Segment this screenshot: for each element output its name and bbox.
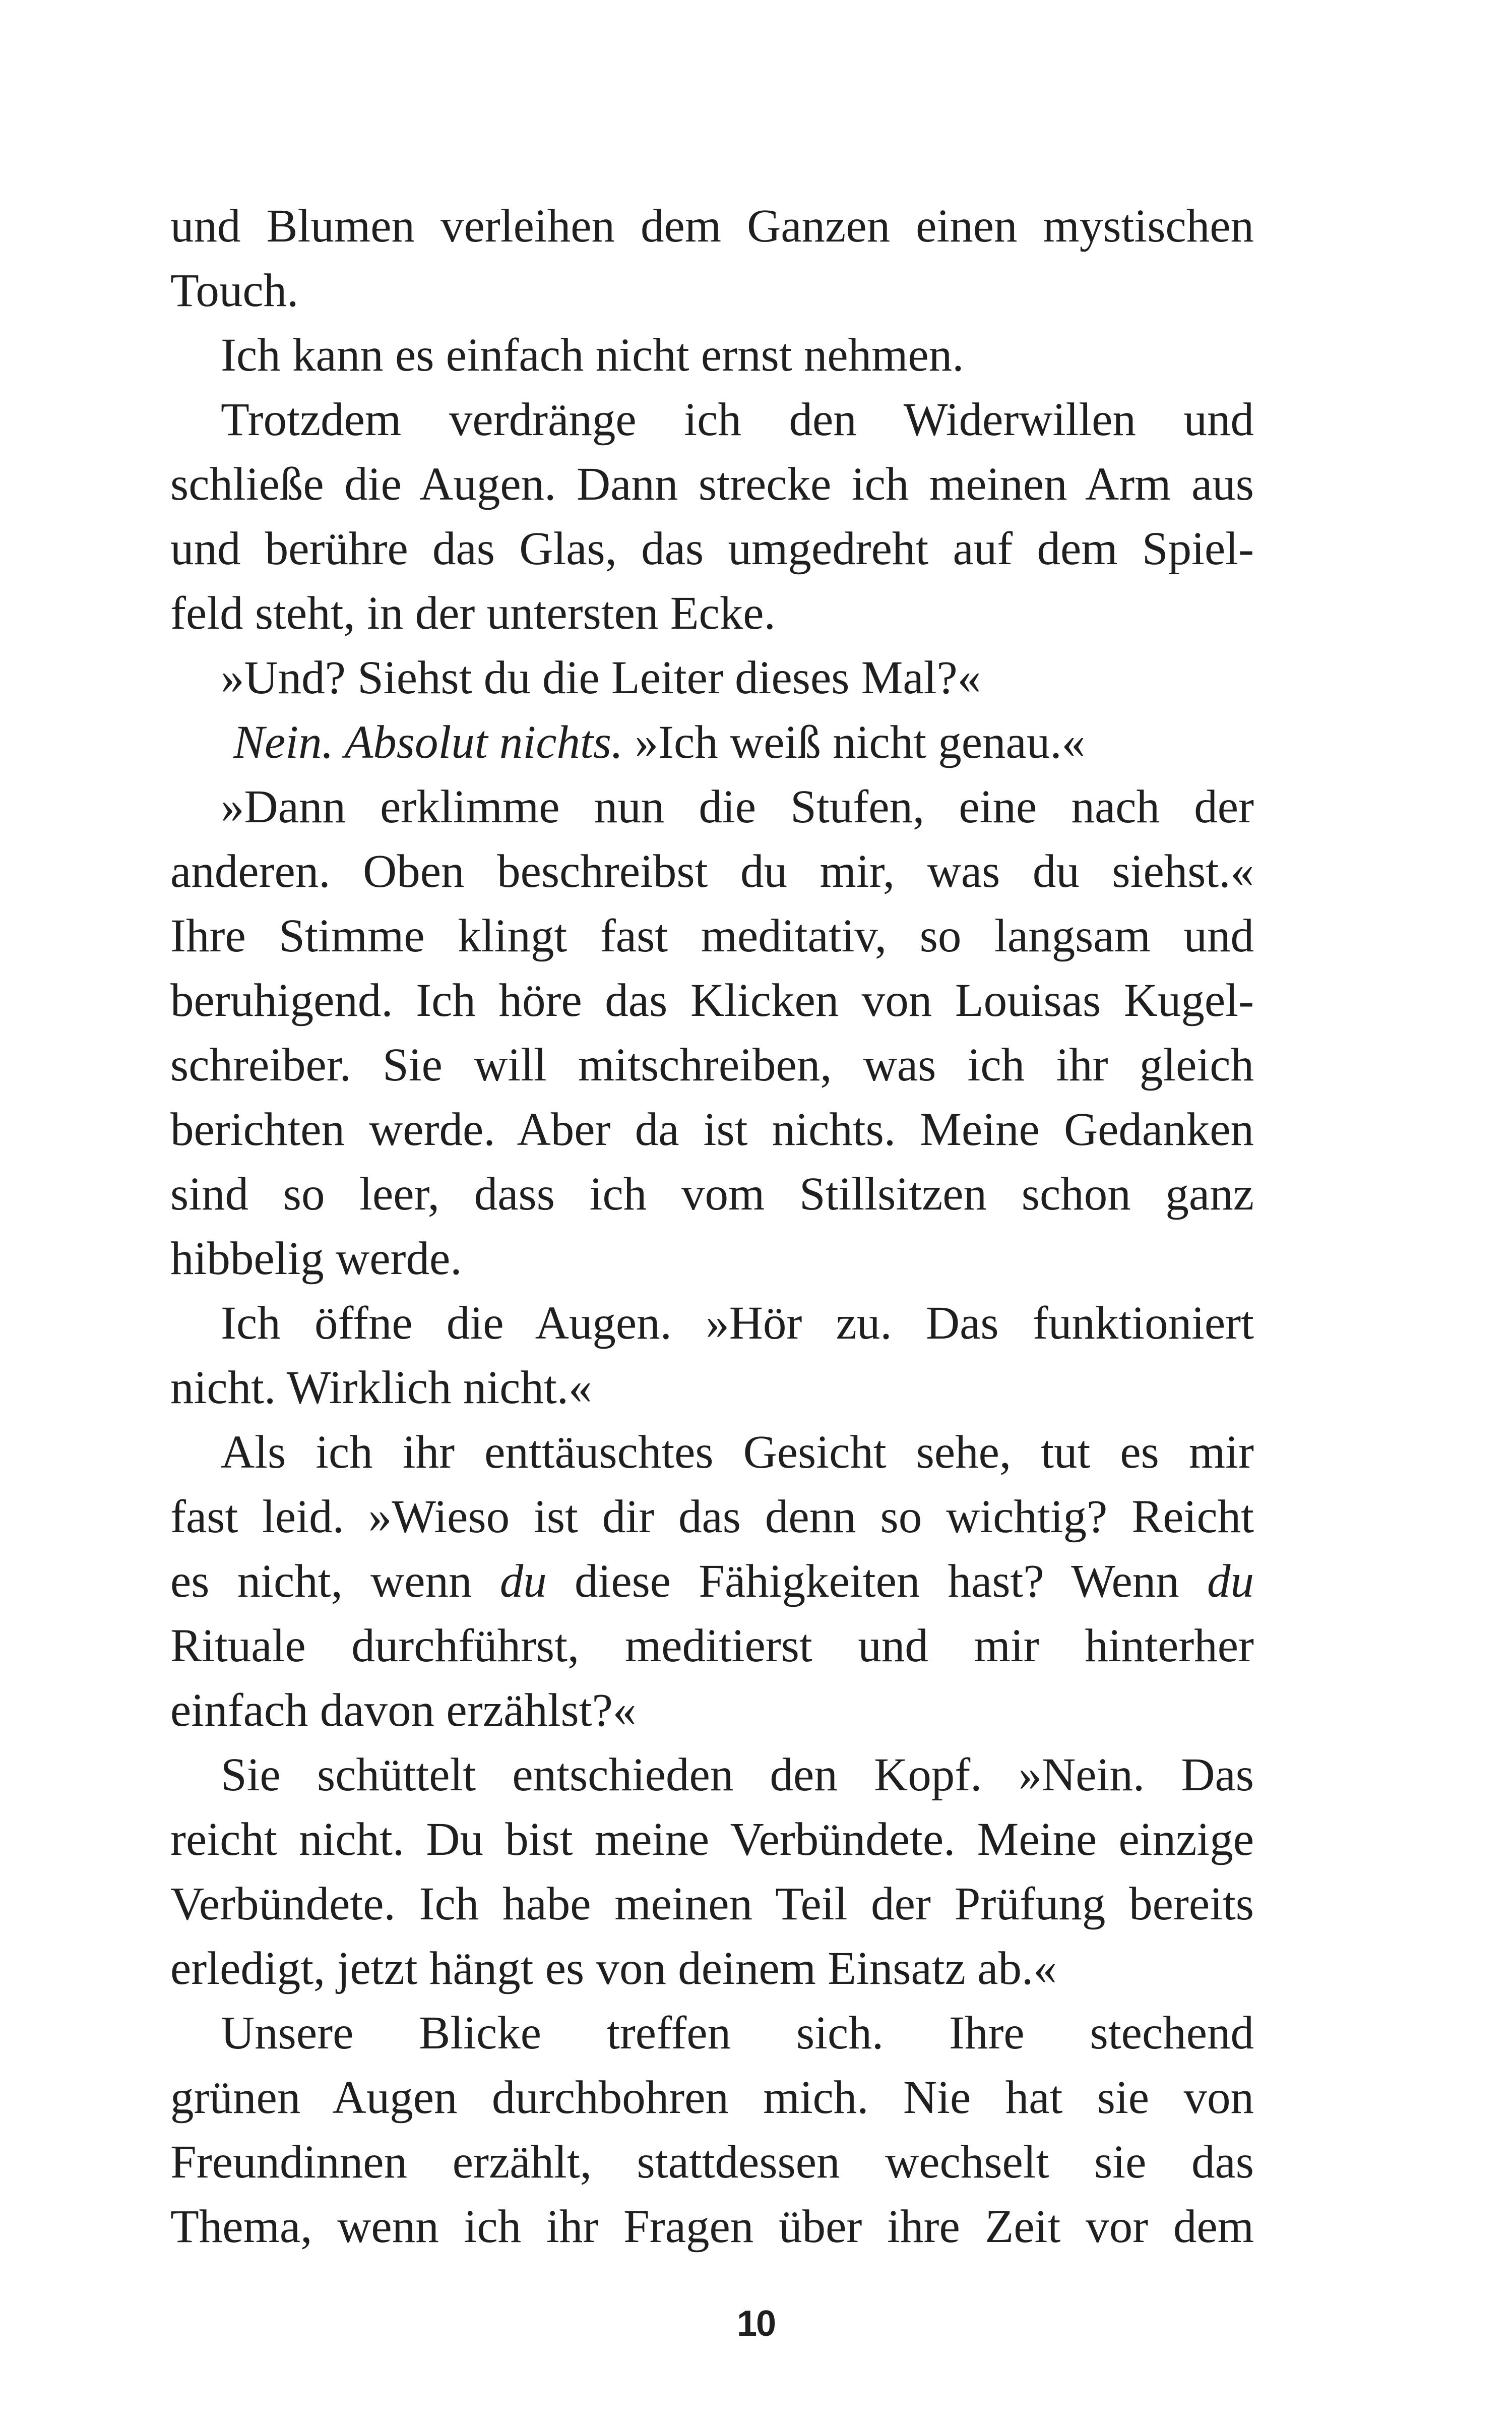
text-line: nicht. Wirklich nicht.« [170, 1362, 592, 1414]
text-line: feld steht, in der untersten Ecke. [170, 587, 776, 639]
text-line: Als ich ihr enttäuschtes Gesicht sehe, tut es mir [221, 1426, 1254, 1478]
text-line: Unsere Blicke treffen sich. Ihre stechend [221, 2007, 1254, 2059]
text-line: beruhigend. Ich höre das Klicken von Louisas Kugel- [170, 975, 1254, 1026]
text-line: schreiber. Sie will mitschreiben, was ich ihr gleich [170, 1039, 1254, 1091]
text-line: »Und? Siehst du die Leiter dieses Mal?« [221, 652, 981, 704]
text-line: es nicht, wenn du diese Fähigkeiten hast? Wenn du [170, 1555, 1254, 1607]
body-text [170, 194, 1254, 2259]
line-text: »Ich weiß nicht genau.« [623, 716, 1086, 768]
page-number: 10 [736, 2304, 776, 2344]
text-line: Verbündete. Ich habe meinen Teil der Prüfung bereits [170, 1878, 1254, 1930]
text-line: Touch. [170, 265, 299, 317]
text-line [170, 710, 1254, 775]
text-line: erledigt, jetzt hängt es von deinem Einsatz ab.« [170, 1943, 1057, 1994]
text-line: schließe die Augen. Dann strecke ich meinen Arm aus [170, 458, 1254, 510]
text-line: Ich öffne die Augen. »Hör zu. Das funktioniert [221, 1297, 1254, 1349]
text-line: einfach davon erzählst?« [170, 1684, 637, 1736]
text-line: anderen. Oben beschreibst du mir, was du siehst.« [170, 845, 1254, 897]
text-line: Sie schüttelt entschieden den Kopf. »Nein. Das [221, 1749, 1254, 1801]
text-line: Rituale durchführst, meditierst und mir hinterher [170, 1620, 1254, 1672]
text-line: berichten werde. Aber da ist nichts. Meine Gedanken [170, 1104, 1254, 1156]
text-line: reicht nicht. Du bist meine Verbündete. Meine einzige [170, 1813, 1254, 1865]
text-line: und Blumen verleihen dem Ganzen einen mystischen [170, 200, 1254, 252]
italic-text: Nein. Absolut nichts. [233, 716, 623, 768]
text-line: und berühre das Glas, das umgedreht auf dem Spiel- [170, 523, 1254, 575]
text-line: »Dann erklimme nun die Stufen, eine nach der [221, 781, 1254, 833]
text-line: Ihre Stimme klingt fast meditativ, so langsam und [170, 910, 1254, 962]
text-line: fast leid. »Wieso ist dir das denn so wichtig? Reicht [170, 1491, 1254, 1543]
text-line: grünen Augen durchbohren mich. Nie hat sie von [170, 2072, 1254, 2124]
text-line: Freundinnen erzählt, stattdessen wechselt sie das [170, 2136, 1254, 2188]
text-line: Thema, wenn ich ihr Fragen über ihre Zeit vor dem [170, 2201, 1254, 2253]
text-line: sind so leer, dass ich vom Stillsitzen schon ganz [170, 1168, 1254, 1220]
text-line: hibbelig werde. [170, 1233, 462, 1285]
text-line: Trotzdem verdränge ich den Widerwillen und [221, 394, 1254, 446]
text-line: Ich kann es einfach nicht ernst nehmen. [221, 329, 964, 381]
